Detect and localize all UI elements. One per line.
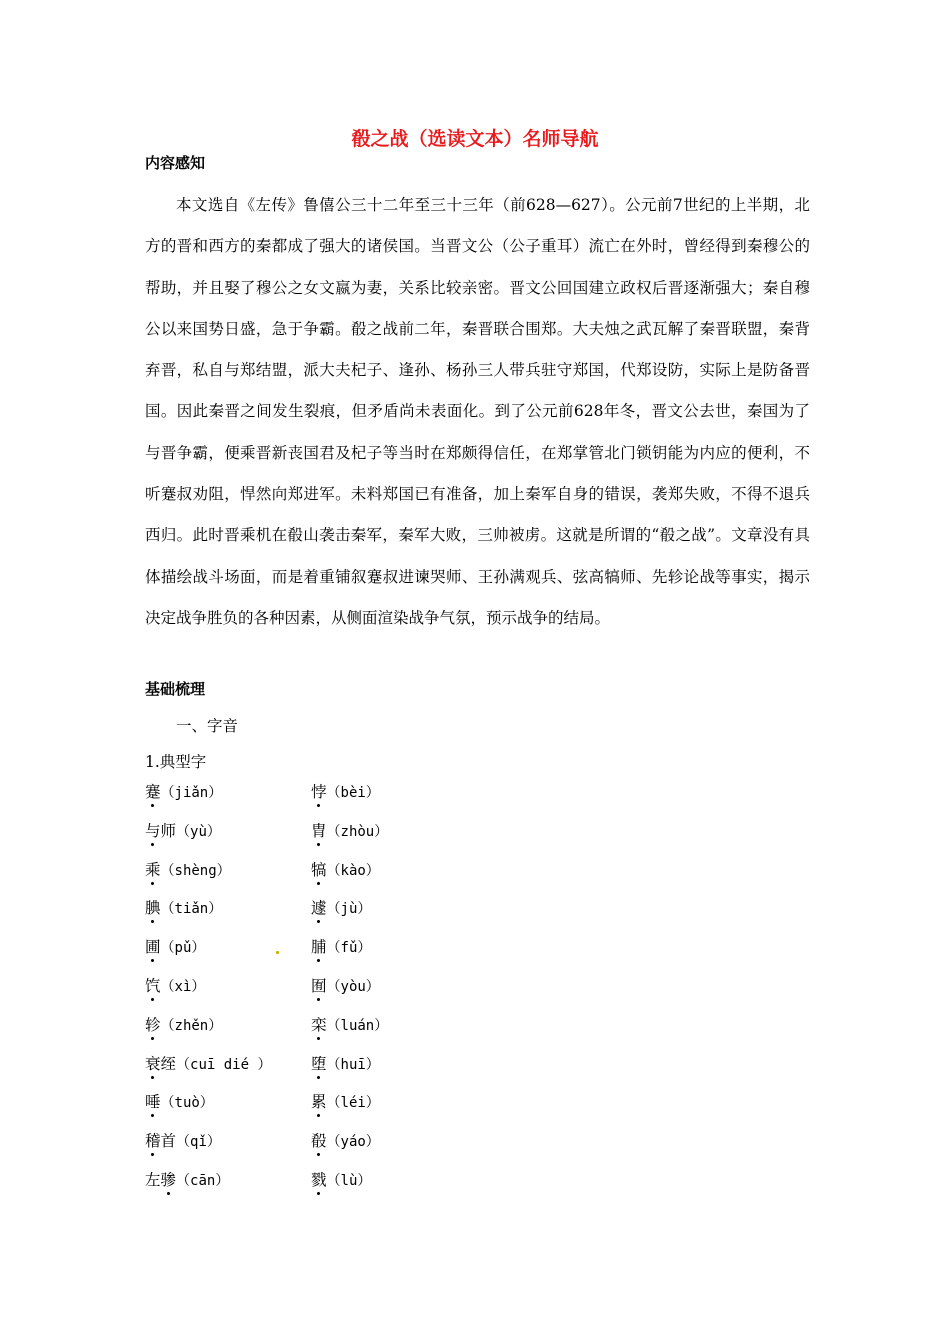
emphasis-dot — [151, 998, 154, 1001]
emphasis-dot — [151, 1037, 154, 1040]
vocab-entry — [311, 974, 380, 996]
vocab-emphasized-char: 殽 — [311, 1132, 327, 1150]
vocab-entry — [311, 935, 371, 957]
emphasis-dot — [317, 804, 320, 807]
vocab-entry — [311, 1052, 380, 1074]
emphasis-dot — [151, 843, 154, 846]
vocab-row — [145, 858, 545, 897]
vocab-emphasized-char: 蹇 — [145, 783, 161, 801]
emphasis-dot — [317, 1114, 320, 1117]
emphasis-dot — [167, 1192, 170, 1195]
vocab-pinyin: （qǐ） — [176, 1134, 221, 1151]
emphasis-dot — [151, 959, 154, 962]
subheading-typical-chars: 1.典型字 — [145, 753, 207, 771]
vocab-pinyin: （cuī dié ） — [176, 1056, 272, 1073]
vocab-emphasized-char: 悖 — [311, 783, 327, 801]
vocab-entry — [145, 935, 205, 957]
section-heading-basics: 基础梳理 — [145, 680, 206, 698]
vocab-emphasized-char: 脯 — [311, 938, 327, 956]
emphasis-dot — [151, 920, 154, 923]
vocab-entry — [145, 1129, 221, 1151]
vocab-row — [145, 1013, 545, 1052]
page-title: 殽之战（选读文本）名师导航 — [351, 128, 599, 150]
vocab-emphasized-char: 腆 — [145, 899, 161, 917]
emphasis-dot — [317, 959, 320, 962]
vocab-emphasized-char: 骖 — [161, 1171, 177, 1189]
emphasis-dot — [151, 1114, 154, 1117]
vocab-emphasized-char: 犒 — [311, 861, 327, 879]
section-heading-content: 内容感知 — [145, 154, 206, 172]
vocab-pinyin: （shèng） — [160, 862, 231, 879]
vocab-entry — [311, 1090, 380, 1112]
emphasis-dot — [317, 1192, 320, 1195]
vocab-pinyin: （pǔ） — [160, 940, 206, 957]
vocab-emphasized-char: 胄 — [311, 822, 327, 840]
vocab-entry — [145, 1090, 214, 1112]
decorative-speck — [276, 951, 279, 954]
vocab-pinyin: （zhòu） — [326, 823, 389, 840]
emphasis-dot — [317, 1076, 320, 1079]
vocab-pinyin: （yáo） — [326, 1134, 380, 1151]
emphasis-dot — [317, 1153, 320, 1156]
vocab-pinyin: （lù） — [326, 1172, 372, 1189]
vocab-char: 左 — [145, 1170, 161, 1189]
vocab-emphasized-char: 圃 — [145, 938, 161, 956]
vocab-entry — [311, 1013, 388, 1035]
vocab-emphasized-char: 栾 — [311, 1016, 327, 1034]
emphasis-dot — [151, 1153, 154, 1156]
emphasis-dot — [151, 1076, 154, 1079]
vocab-entry — [145, 819, 221, 841]
vocab-pinyin: （xì） — [160, 978, 206, 995]
vocab-emphasized-char: 唾 — [145, 1093, 161, 1111]
vocab-entry — [311, 819, 388, 841]
vocab-pinyin: （jù） — [326, 901, 372, 918]
vocab-pinyin: （huī） — [326, 1056, 380, 1073]
emphasis-dot — [317, 998, 320, 1001]
vocab-pinyin: （jiǎn） — [160, 785, 223, 801]
vocab-row — [145, 1129, 545, 1168]
vocab-pinyin: （yù） — [176, 823, 221, 840]
vocab-row — [145, 819, 545, 858]
vocab-entry — [145, 1013, 222, 1035]
vocab-entry — [145, 1168, 229, 1190]
vocab-pinyin: （yòu） — [326, 978, 380, 995]
vocab-pinyin: （tuò） — [160, 1095, 214, 1112]
vocab-emphasized-char: 乘 — [145, 861, 161, 879]
vocab-list — [145, 780, 545, 1207]
vocab-pinyin: （zhěn） — [160, 1017, 223, 1034]
vocab-pinyin: （bèi） — [326, 785, 380, 801]
vocab-char: 首 — [160, 1132, 177, 1151]
vocab-emphasized-char: 囿 — [311, 977, 327, 995]
vocab-emphasized-char: 饩 — [145, 977, 161, 995]
emphasis-dot — [317, 920, 320, 923]
intro-paragraph: 本文选自《左传》鲁僖公三十二年至三十三年（前628—627）。公元前7世纪的上半期，北方的晋和西方的秦都成了强大的诸侯国。当晋文公（公子重耳）流亡在外时，曾经得到秦穆公的帮助，并且娶了穆公之女文嬴为妻，关系比较亲密。晋文公回国建立政权后晋逐渐强大；秦自穆公以来国势日盛，急于争霸。殽之战前二年，秦晋联合围郑。大夫烛之武瓦解了秦晋联盟，秦背弃晋，私自与郑结盟，派大夫杞子、逢孙、杨孙三人带兵驻守郑国，代郑设防，实际上是防备晋国。因此秦晋之间发生裂痕，但矛盾尚未表面化。到了公元前628年冬，晋文公去世，秦国为了与晋争霸，便乘晋新丧国君及杞子等当时在郑颇得信任，在郑掌管北门锁钥能为内应的便利，不听蹇叔劝阻，悍然向郑进军。未料郑国已有准备，加上秦军自身的错误，袭郑失败，不得不退兵西归。此时晋乘机在殽山袭击秦军，秦军大败，三帅被虏。这就是所谓的“殽之战”。文章没有具体描绘战斗场面，而是着重铺叙蹇叔进谏哭师、王孙满观兵、弦高犒师、先轸论战等事实，揭示决定战争胜负的各种因素，从侧面渲染战争气氛，预示战争的结局。 — [145, 196, 810, 627]
vocab-entry — [145, 1052, 271, 1074]
vocab-row — [145, 1090, 545, 1129]
vocab-emphasized-char: 堕 — [311, 1055, 327, 1073]
vocab-entry — [311, 896, 371, 918]
vocab-emphasized-char: 轸 — [145, 1016, 161, 1034]
emphasis-dot — [317, 1037, 320, 1040]
emphasis-dot — [151, 882, 154, 885]
vocab-emphasized-char: 衰 — [145, 1055, 161, 1073]
vocab-row — [145, 780, 545, 819]
vocab-row — [145, 1052, 545, 1091]
emphasis-dot — [317, 882, 320, 885]
vocab-pinyin: （luán） — [326, 1017, 389, 1034]
vocab-entry — [145, 974, 205, 996]
vocab-pinyin: （tiǎn） — [160, 901, 223, 918]
vocab-emphasized-char: 遽 — [311, 899, 327, 917]
vocab-row — [145, 935, 545, 974]
vocab-entry — [145, 780, 222, 802]
vocab-pinyin: （léi） — [326, 1095, 380, 1112]
vocab-entry — [311, 858, 380, 880]
vocab-row — [145, 974, 545, 1013]
vocab-row — [145, 1168, 545, 1207]
emphasis-dot — [151, 804, 154, 807]
vocab-emphasized-char: 戮 — [311, 1171, 327, 1189]
vocab-emphasized-char: 稽 — [145, 1132, 161, 1150]
vocab-pinyin: （cān） — [176, 1172, 230, 1189]
vocab-entry — [311, 1168, 371, 1190]
vocab-char: 绖 — [160, 1054, 177, 1073]
vocab-pinyin: （fǔ） — [326, 940, 372, 957]
vocab-entry — [311, 780, 380, 802]
vocab-entry — [145, 896, 222, 918]
vocab-pinyin: （kào） — [326, 862, 380, 879]
subheading-pronunciation: 一、字音 — [176, 717, 239, 735]
vocab-entry — [311, 1129, 380, 1151]
vocab-entry — [145, 858, 231, 880]
vocab-row — [145, 896, 545, 935]
emphasis-dot — [317, 843, 320, 846]
vocab-emphasized-char: 累 — [311, 1093, 327, 1111]
vocab-char: 师 — [160, 821, 177, 840]
vocab-emphasized-char: 与 — [145, 822, 161, 840]
